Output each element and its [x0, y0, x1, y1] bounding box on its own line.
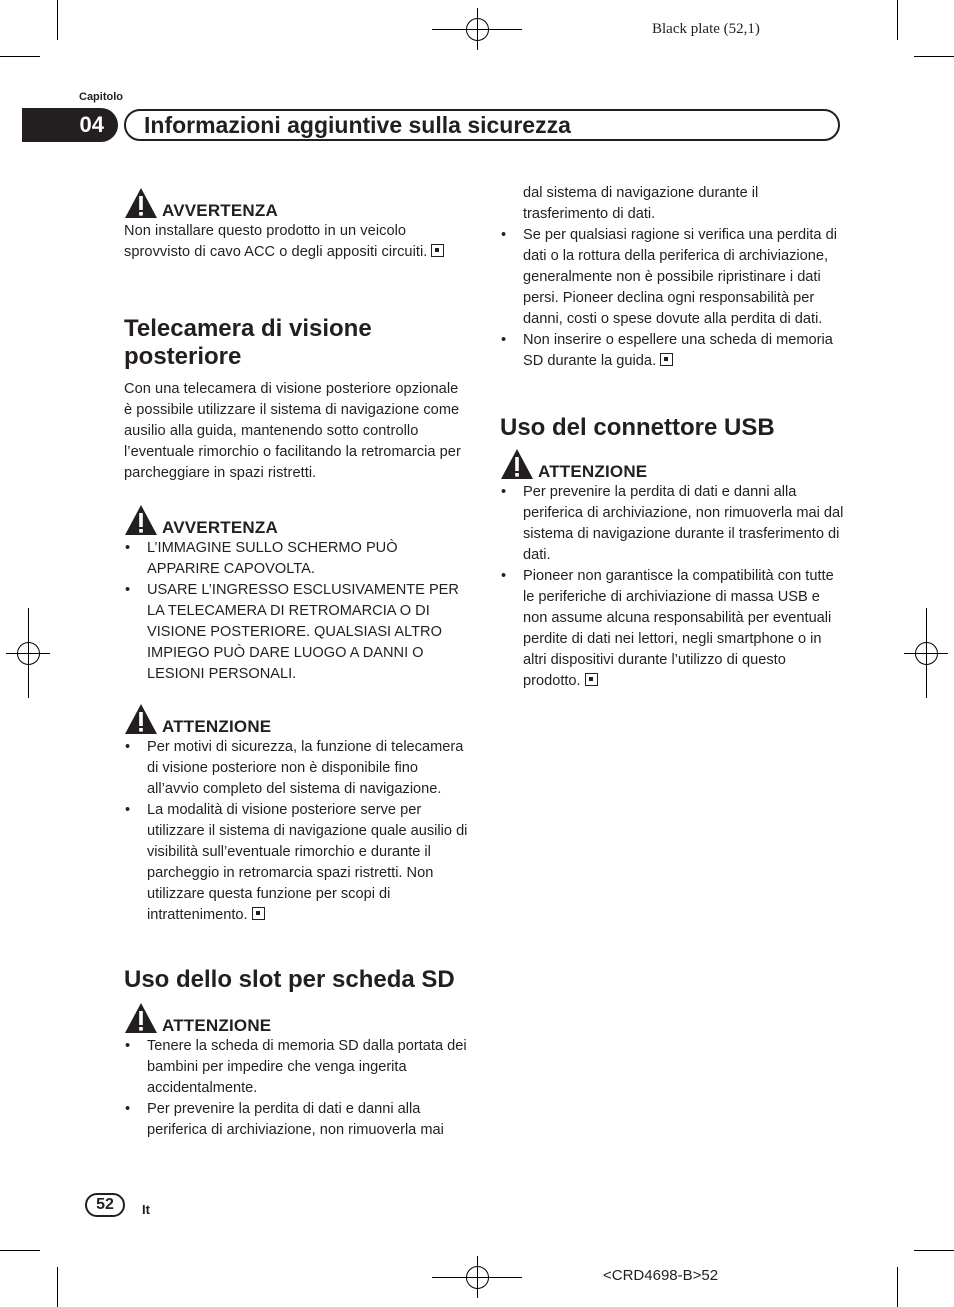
list-item: • La modalità di visione posteriore serve per utilizzare il sistema di navigazione quale ausilio di visibilità sull’eventuale rimorchio e durante il parcheggio in retromarcia spazi ristretti. Non utilizzare questa funzione per scopi di intrattenimento. — [125, 802, 468, 923]
warning-list — [124, 538, 469, 685]
list-item-continued: dal sistema di navigazione durante il trasferimento di dati. — [523, 185, 759, 222]
caution-title: ATTENZIONE — [162, 1016, 272, 1035]
warning-triangle-icon — [124, 187, 158, 219]
left-column — [124, 187, 469, 1141]
chapter-title-text: Informazioni aggiuntive sulla sicurezza — [144, 111, 571, 138]
warning-text: Non installare questo prodotto in un veicolo sprovvisto di cavo ACC o degli appositi circuiti. — [124, 221, 469, 263]
end-mark-icon — [660, 353, 673, 366]
caution-list — [124, 1036, 469, 1141]
sd-caution-continued — [500, 183, 845, 372]
right-column — [500, 183, 845, 692]
list-item: • L’IMMAGINE SULLO SCHERMO PUÒ APPARIRE CAPOVOLTA. — [125, 540, 398, 577]
caution-block-usb — [500, 448, 845, 692]
capitolo-label: Capitolo — [79, 91, 123, 103]
chapter-number: 04 — [22, 108, 118, 142]
chapter-title — [124, 109, 840, 141]
warning-triangle-icon — [124, 1002, 158, 1034]
list-item: • Non inserire o espellere una scheda di memoria SD durante la guida. — [501, 332, 833, 369]
list-item: • Per motivi di sicurezza, la funzione di telecamera di visione posteriore non è disponibile fino all’avvio completo del sistema di navigazione. — [125, 739, 464, 797]
rear-camera-body: Con una telecamera di visione posteriore opzionale è possibile utilizzare il sistema di navigazione come ausilio alla guida, mantenendo sotto controllo l’eventuale rimorchio o facilitando la retromarcia per parcheggiare in spazi ristretti. — [124, 381, 461, 481]
warning-title: AVVERTENZA — [162, 201, 278, 220]
page-number: 52 — [85, 1193, 125, 1217]
section-title-rear-camera: Telecamera di visione posteriore — [124, 315, 372, 370]
language-code: It — [142, 1202, 150, 1217]
caution-block-1 — [124, 703, 469, 926]
end-mark-icon — [431, 244, 444, 257]
plate-label: Black plate (52,1) — [652, 21, 760, 37]
list-item: • Per prevenire la perdita di dati e danni alla periferica di archiviazione, non rimuoverla mai dal sistema di navigazione durante il trasferimento di dati. — [501, 484, 844, 563]
list-item: • Se per qualsiasi ragione si verifica una perdita di dati o la rottura della periferica di archiviazione, generalmente non è possibile ripristinare i dati persi. Pioneer declina ogni responsabilità per danni, costi o spese dovute alla perdita di dati. — [501, 227, 837, 327]
document-code: <CRD4698-B>52 — [603, 1267, 719, 1284]
warning-triangle-icon — [124, 703, 158, 735]
caution-title: ATTENZIONE — [162, 717, 272, 736]
list-item: • Per prevenire la perdita di dati e danni alla periferica di archiviazione, non rimuoverla mai — [125, 1101, 444, 1138]
caution-block-sd — [124, 1002, 469, 1141]
warning-block-1 — [124, 187, 469, 263]
section-title-sd-slot: Uso dello slot per scheda SD — [124, 966, 455, 993]
section-title-usb: Uso del connettore USB — [500, 414, 775, 441]
caution-title: ATTENZIONE — [538, 462, 648, 481]
warning-triangle-icon — [124, 504, 158, 536]
caution-list — [124, 737, 469, 926]
warning-triangle-icon — [500, 448, 534, 480]
list-item: • USARE L’INGRESSO ESCLUSIVAMENTE PER LA TELECAMERA DI RETROMARCIA O DI VISIONE POSTERIORE. QUALSIASI ALTRO IMPIEGO PUÒ DARE LUOGO A DANNI O LESIONI PERSONALI. — [125, 582, 459, 682]
end-mark-icon — [252, 907, 265, 920]
list-item: • Tenere la scheda di memoria SD dalla portata dei bambini per impedire che venga ingerita accidentalmente. — [125, 1038, 467, 1096]
warning-title: AVVERTENZA — [162, 518, 278, 537]
warning-block-2 — [124, 504, 469, 685]
end-mark-icon — [585, 673, 598, 686]
list-item: • Pioneer non garantisce la compatibilità con tutte le periferiche di archiviazione di massa USB e non assume alcuna responsabilità per eventuali perdite di dati nei lettori, negli smartphone o in altri dispositivi durante l’utilizzo di questo prodotto. — [501, 568, 834, 689]
caution-list — [500, 482, 845, 692]
